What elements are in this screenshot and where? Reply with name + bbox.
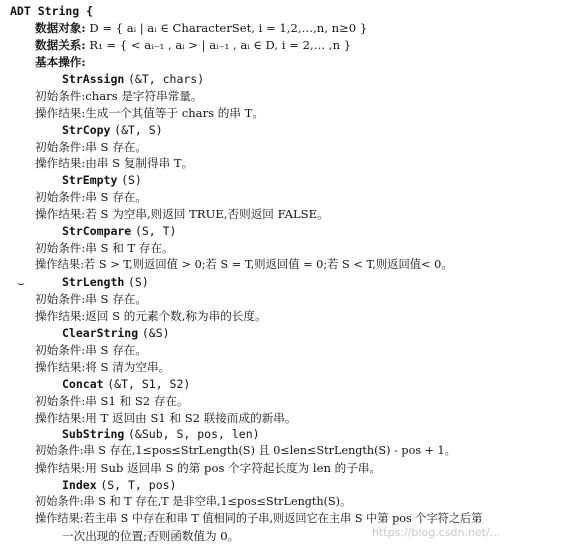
op-precondition: 初始条件:串 S 和 T 存在,T 是非空串,1≤pos≤StrLength(S)。 xyxy=(35,495,352,509)
op-signature xyxy=(62,122,163,138)
op-args: (&T, S) xyxy=(114,122,163,137)
cursor-icon: ⌣ xyxy=(17,276,25,290)
data-relation-text: R₁ = { < aᵢ₋₁ , aᵢ > | aᵢ₋₁ , aᵢ ∈ D, i = 2,… ,n } xyxy=(89,37,352,52)
op-result: 操作结果:用 Sub 返回串 S 的第 pos 个字符起长度为 len 的子串。 xyxy=(35,461,382,476)
watermark: https://blog.csdn.net/... xyxy=(372,526,501,539)
basic-ops-label: 基本操作: xyxy=(35,54,86,69)
op-precondition: 初始条件:串 S 存在。 xyxy=(35,139,147,154)
op-args: (S, T) xyxy=(134,224,177,239)
op-result-continued: 一次出现的位置;否则函数值为 0。 xyxy=(62,529,240,543)
op-signature xyxy=(62,376,190,392)
op-name: SubString xyxy=(62,427,125,442)
op-result: 操作结果:若 S > T,则返回值 > 0;若 S = T,则返回值 = 0;若 S < T,则返回值< 0。 xyxy=(35,258,453,271)
op-precondition: 初始条件:串 S1 和 S2 存在。 xyxy=(35,393,189,408)
op-precondition: 初始条件:串 S 存在。 xyxy=(35,190,147,205)
op-name: StrAssign xyxy=(62,71,125,86)
op-result: 操作结果:生成一个其值等于 chars 的串 T。 xyxy=(35,105,264,120)
op-name: Index xyxy=(62,478,97,493)
op-name: Concat xyxy=(62,376,104,391)
op-name: StrLength xyxy=(62,275,125,289)
op-signature xyxy=(62,426,260,442)
op-result: 操作结果:若主串 S 中存在和串 T 值相同的子串,则返回它在主串 S 中第 pos 个字符之后第 xyxy=(35,512,483,526)
op-precondition: 初始条件:串 S 存在。 xyxy=(35,342,147,357)
op-result: 操作结果:用 T 返回由 S1 和 S2 联接而成的新串。 xyxy=(35,410,297,425)
op-signature xyxy=(62,325,170,341)
op-signature xyxy=(62,477,176,493)
op-args: (S, T, pos) xyxy=(100,478,177,493)
op-name: StrCompare xyxy=(62,224,132,239)
op-precondition: 初始条件:chars 是字符串常量。 xyxy=(35,88,203,103)
op-args: (&T, S1, S2) xyxy=(107,376,191,391)
op-name: StrEmpty xyxy=(62,173,118,188)
op-signature xyxy=(62,274,149,290)
op-name: StrCopy xyxy=(62,122,111,137)
op-signature xyxy=(62,71,204,87)
op-result: 操作结果:将 S 清为空串。 xyxy=(35,359,171,374)
data-relation-label: 数据关系: xyxy=(35,37,86,52)
op-args: (S) xyxy=(121,173,142,188)
op-name: ClearString xyxy=(62,325,139,340)
op-precondition: 初始条件:串 S 存在,1≤pos≤StrLength(S) 且 0≤len≤StrLength(S) - pos + 1。 xyxy=(35,444,456,458)
op-result: 操作结果:若 S 为空串,则返回 TRUE,否则返回 FALSE。 xyxy=(35,207,329,222)
op-args: (&S) xyxy=(141,325,170,340)
op-args: (S) xyxy=(128,275,149,289)
op-args: (&Sub, S, pos, len) xyxy=(128,427,260,442)
op-signature xyxy=(62,172,142,188)
data-relation-line xyxy=(35,37,351,53)
op-precondition: 初始条件:串 S 和 T 存在。 xyxy=(35,241,174,256)
data-object-label: 数据对象: xyxy=(35,20,86,35)
adt-header: ADT String { xyxy=(10,4,94,18)
op-result: 操作结果:由串 S 复制得串 T。 xyxy=(35,156,194,171)
data-object-text: D = { aᵢ | aᵢ ∈ CharacterSet, i = 1,2,…,n, n≥0 } xyxy=(89,20,368,35)
op-result: 操作结果:返回 S 的元素个数,称为串的长度。 xyxy=(35,308,267,323)
op-precondition: 初始条件:串 S 存在。 xyxy=(35,291,147,306)
op-args: (&T, chars) xyxy=(128,71,205,86)
op-signature xyxy=(62,223,176,239)
data-object-line xyxy=(35,20,367,36)
